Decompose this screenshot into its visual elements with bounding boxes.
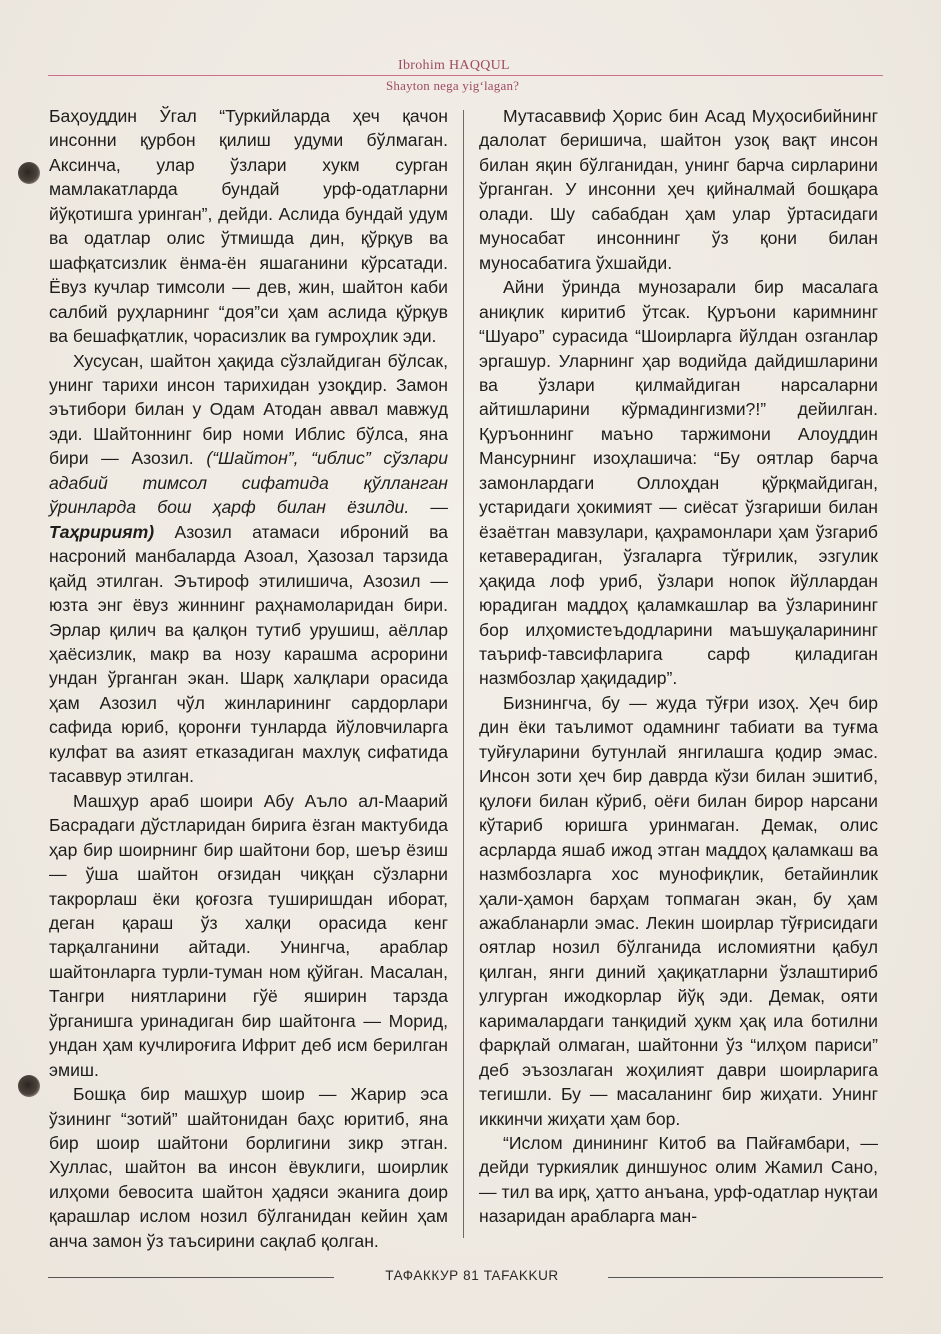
text-column-left: [49, 104, 448, 1253]
paragraph: [49, 349, 448, 789]
editorial-note: (“Шайтон”, “иблис” сўзлари адабий тимсол сифатида қўлланган ўринларда бош ҳарф билан ёзилди. —: [49, 448, 449, 518]
binder-hole-bottom: [18, 1075, 40, 1097]
paragraph: Машҳур араб шоири Абу Аъло ал-Маарий Басрадаги дўстларидан бирига ёзган мактубида ҳар бир шоирнинг бир шайтони бор, шеър ёзиш — ўша шайтон оғзидан чиққан сўзларни такрорлаш ёки қоғозга туширишдан иборат, деган қараш ўз халқи орасида кенг тарқалганини айтади. Унингча, араблар шайтонларга турли-туман ном қўйган. Масалан, Тангри ниятларини гўё яширин тарзда ўрганишга уринадиган бир шайтонга — Морид, ундан ҳам кучлироғига Ифрит деб исм берилган эмиш.: [49, 790, 448, 1080]
running-header: [48, 60, 883, 100]
paragraph: Бизнингча, бу — жуда тўғри изоҳ. Ҳеч бир дин ёки таълимот одамнинг табиати ва туғма туйғуларини бутунлай янгилашга қодир эмас. Инсон зоти ҳеч бир даврда кўзи билан эшитиб, қулоғи билан кўриб, оёғи билан бирор нарсани кўтариб юришга уринмаган. Демак, олис асрларда яшаб ижод этган маддоҳ қаламкаш ва назмбозларга хос мунофиқлик, бетайинлик ҳали-ҳамон барҳам топмаган экан, бу ҳам ажабланарли эмас. Лекин шоирлар тўғрисидаги оятлар нозил бўлганида исломиятни қабул қилган, янги диний ҳақиқатларни ўзлаштириб улгурган ижодкорлар йўқ эди. Демак, ояти карималардаги танқидий ҳукм ҳақ ила ботилни фарқлай олмаган, шайтонни ўз “илҳом париси” деб эъзозлаган жоҳилият даври шоирларига тегишли. Бу — масаланинг бир жиҳати. Унинг иккинчи жиҳати ҳам бор.: [479, 692, 878, 1129]
paragraph-text: Хусусан, шайтон ҳақида сўзлайдиган бўлсак, унинг тарихи инсон тарихидан узоқдир. Замон эътибори билан у Одам Атодан аввал мавжуд эди. Шайтоннинг бир номи Иблис бўлса, яна бири — Азозил.: [49, 350, 448, 469]
text-column-right: [479, 104, 878, 1229]
footer-rule-left: [48, 1277, 334, 1278]
header-rule: [48, 75, 883, 76]
paragraph-text: Азозил атамаси иброний ва насроний манбаларда Азоал, Ҳазозал тарзида қайд этилган. Эътироф этилишича, Азозил — юзта энг ёвуз жиннинг раҳнамоларидан бири. Эрлар қилич ва қалқон тутиб урушиш, аёллар ҳаёсизлик, макр ва нозу карашма асрорини ундан ўрганган экан. Шарқ халқлари орасида ҳам Азозил чўл жинларининг сардорлари сафида юриб, қоронғи тунларда йўловчиларга кулфат ва азият етказадиган махлуқ сифатида тасаввур этилган.: [49, 521, 448, 787]
header-subtitle: Shayton nega yig‘lagan?: [386, 78, 520, 93]
editorial-note-signature: Таҳририят): [49, 521, 155, 542]
footer-page-label: ТАФАККУР 81 TAFAKKUR: [385, 1268, 559, 1283]
paragraph: “Ислом динининг Китоб ва Пайғамбари, — дейди туркиялик диншунос олим Жамил Сано, — тил ва ирқ, ҳатто анъана, урф-одатлар нуқтаи назаридан арабларга ман-: [479, 1133, 878, 1227]
paragraph: Мутасаввиф Ҳорис бин Асад Муҳосибийнинг далолат беришича, шайтон узоқ вақт инсон билан яқин бўлганидан, унинг барча сирларини ўрганган. У инсонни ҳеч қийналмай бошқара олади. Шу сабабдан ҳам улар ўртасидаги муносабат инсоннинг ўз қони билан муносабатига ўхшайди.: [479, 106, 878, 273]
column-divider: [463, 110, 464, 1238]
paragraph: Баҳоуддин Ўгал “Туркийларда ҳеч қачон инсонни қурбон қилиш удуми бўлмаган. Аксинча, улар ўзлари хукм сурган мамлакатларда бундай урф-одатларни йўқотишга уринган”, дейди. Аслида бундай удум ва одатлар олис ўтмишда дин, қўрқув ва шафқатсизлик ёнма-ён яшаганини кўрсатади. Ёвуз кучлар тимсоли — дев, жин, шайтон каби салбий руҳларнинг “доя”си ҳам аслида қўрқув ва бешафқатлик, чорасизлик ва гумроҳлик эди.: [49, 106, 448, 347]
footer-rule-right: [608, 1277, 883, 1278]
header-author: Ibrohim HAQQUL: [398, 58, 510, 73]
paragraph: Айни ўринда мунозарали бир масалага аниқлик киритиб ўтсак. Қуръони каримнинг “Шуаро” сурасида “Шоирларга йўлдан озганлар эргашур. Уларнинг ҳар водийда дайдишларини ва ўзлари қилмайдиган нарсаларни айтишларини кўрмадингизми?!” дейилган. Қуръоннинг маъно таржимони Алоуддин Мансурнинг изоҳлашича: “Бу оятлар барча замонлардаги Оллоҳдан қўрқмайдиган, устаридаги ҳокимият — сиёсат ўзгариши билан ёзаётган мавзулари, қаҳрамонлари ҳам ўзгариб кетаверадиган, ўзгаларга тўғрилик, эзгулик ҳақида лоф уриб, ўзлари нопок йўллардан юрадиган маддоҳ қаламкашлар ва ўзларининг бор илҳомистеъдодларини маъшуқаларининг таъриф-тавсифларига сарф қиладиган назмбозлар ҳақидадир”.: [479, 277, 878, 689]
page-footer: [48, 1266, 883, 1286]
binder-hole-top: [18, 162, 40, 184]
paragraph: Бошқа бир машҳур шоир — Жарир эса ўзининг “зотий” шайтонидан баҳс юритиб, яна бир шоир шайтони борлигини зикр этган. Хуллас, шайтон ва инсон ёвуклиги, шоирлик илҳоми бевосита шайтон ҳадяси эканига доир қарашлар ислом нозил бўлганидан кейин ҳам анча замон ўз таъсирини сақлаб қолган.: [49, 1084, 448, 1251]
